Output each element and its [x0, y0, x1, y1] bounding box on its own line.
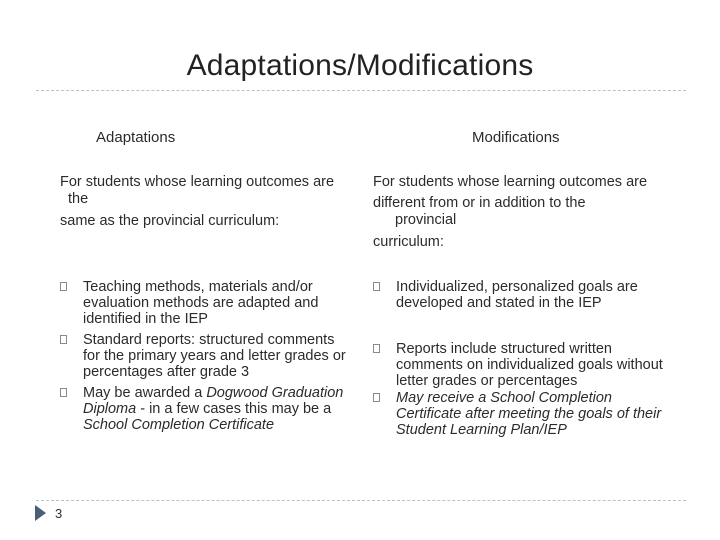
bullet-text-middle: - in a few cases this may be a	[136, 401, 332, 417]
bullet-text-italic: May receive a School Completion Certificate after meeting the goals of their Student Learning Plan/IEP	[396, 390, 662, 438]
modifications-intro-line-2: different from or in addition to the	[373, 195, 586, 211]
modifications-bullet-list	[373, 279, 673, 438]
triangle-arrow-icon	[35, 505, 46, 521]
adaptations-intro-line-3: same as the provincial curriculum:	[60, 213, 280, 229]
square-bullet-icon	[373, 344, 380, 353]
certificate-name: School Completion Certificate	[83, 417, 275, 433]
list-item	[60, 385, 352, 433]
list-item	[373, 341, 673, 389]
bullet-text: Individualized, personalized goals are developed and stated in the IEP	[396, 279, 638, 311]
slide-title: Adaptations/Modifications	[186, 49, 534, 82]
square-bullet-icon	[60, 388, 67, 397]
list-item	[60, 332, 352, 380]
list-item	[60, 279, 352, 327]
bullet-text-prefix: May be awarded a	[83, 385, 207, 401]
square-bullet-icon	[373, 393, 380, 402]
bullet-text: Reports include structured written comments on individualized goals without letter grades or percentages	[396, 341, 663, 389]
modifications-intro-line-3: provincial	[395, 212, 457, 228]
page-number: 3	[55, 506, 63, 521]
modifications-heading: Modifications	[472, 129, 560, 146]
diploma-name: Dogwood Graduation Diploma	[83, 385, 344, 417]
adaptations-intro	[60, 174, 350, 230]
adaptations-intro-line-2: the	[68, 191, 89, 207]
modifications-intro-line-1: For students whose learning outcomes are	[373, 174, 648, 190]
bottom-divider	[36, 500, 686, 501]
modifications-intro-line-4: curriculum:	[373, 234, 444, 250]
bullet-text: Teaching methods, materials and/or evaluation methods are adapted and identified in the IEP	[83, 279, 319, 327]
list-item	[373, 279, 673, 311]
square-bullet-icon	[373, 282, 380, 291]
square-bullet-icon	[60, 335, 67, 344]
square-bullet-icon	[60, 282, 67, 291]
adaptations-intro-line-1: For students whose learning outcomes are	[60, 174, 335, 190]
adaptations-heading: Adaptations	[96, 129, 176, 146]
bullet-text: Standard reports: structured comments for the primary years and letter grades or percentages after grade 3	[83, 332, 346, 380]
top-divider	[36, 90, 686, 91]
modifications-intro	[373, 174, 673, 251]
list-item	[373, 390, 673, 438]
adaptations-bullet-list	[60, 279, 352, 433]
